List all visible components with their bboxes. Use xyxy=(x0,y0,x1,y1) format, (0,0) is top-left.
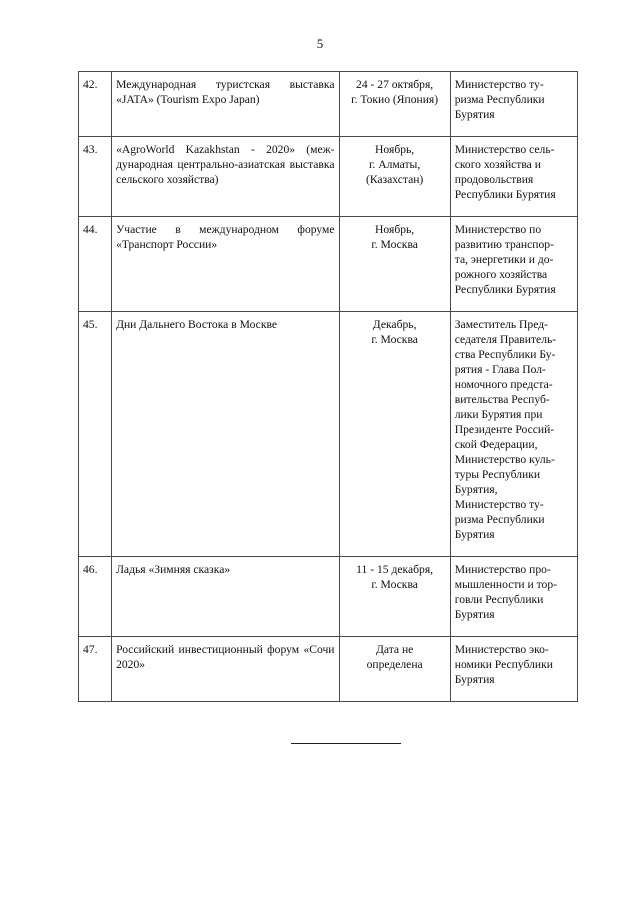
responsible-body: Заместитель Пред- седателя Правитель- ства Республики Бу- рятия - Глава Пол- номочного предста- вительства Респуб- лики Бурятия при Президенте Россий- ской Федерации, Министерство куль- туры Республики Бурятия, Министерство ту- ризма Республики Бурятия xyxy=(450,312,577,557)
responsible-body: Министерство ту- ризма Республики Бурятия xyxy=(450,72,577,137)
event-name: Участие в международном форуме «Транспорт России» xyxy=(112,217,339,312)
table-row xyxy=(79,72,578,137)
table-row xyxy=(79,557,578,637)
closing-rule xyxy=(291,743,401,744)
event-name: Дни Дальнего Востока в Москве xyxy=(112,312,339,557)
event-name: Ладья «Зимняя сказка» xyxy=(112,557,339,637)
row-number: 47. xyxy=(79,637,112,702)
event-date-place: Ноябрь, г. Москва xyxy=(339,217,450,312)
responsible-body: Министерство по развитию транспор- та, энергетики и до- рожного хозяйства Республики Бурятия xyxy=(450,217,577,312)
responsible-body: Министерство эко- номики Республики Бурятия xyxy=(450,637,577,702)
table-row xyxy=(79,137,578,217)
responsible-body: Министерство про- мышленности и тор- говли Республики Бурятия xyxy=(450,557,577,637)
event-date-place: 11 - 15 декабря, г. Москва xyxy=(339,557,450,637)
event-date-place: Ноябрь, г. Алматы, (Казахстан) xyxy=(339,137,450,217)
row-number: 43. xyxy=(79,137,112,217)
event-date-place: Декабрь, г. Москва xyxy=(339,312,450,557)
event-name: Российский инвестиционный форум «Сочи 2020» xyxy=(112,637,339,702)
row-number: 42. xyxy=(79,72,112,137)
page-number: 5 xyxy=(316,36,324,51)
row-number: 45. xyxy=(79,312,112,557)
row-number: 44. xyxy=(79,217,112,312)
table-row xyxy=(79,312,578,557)
event-date-place: 24 - 27 октября, г. Токио (Япония) xyxy=(339,72,450,137)
event-name: «AgroWorld Kazakhstan - 2020» (меж-дународная центрально-азиатская выставка сельского хозяйства) xyxy=(112,137,339,217)
row-number: 46. xyxy=(79,557,112,637)
table-row xyxy=(79,217,578,312)
table-row xyxy=(79,637,578,702)
event-name: Международная туристская выставка «JATA» (Tourism Expo Japan) xyxy=(112,72,339,137)
responsible-body: Министерство сель- ского хозяйства и продовольствия Республики Бурятия xyxy=(450,137,577,217)
event-date-place: Дата не определена xyxy=(339,637,450,702)
events-table xyxy=(78,71,578,702)
